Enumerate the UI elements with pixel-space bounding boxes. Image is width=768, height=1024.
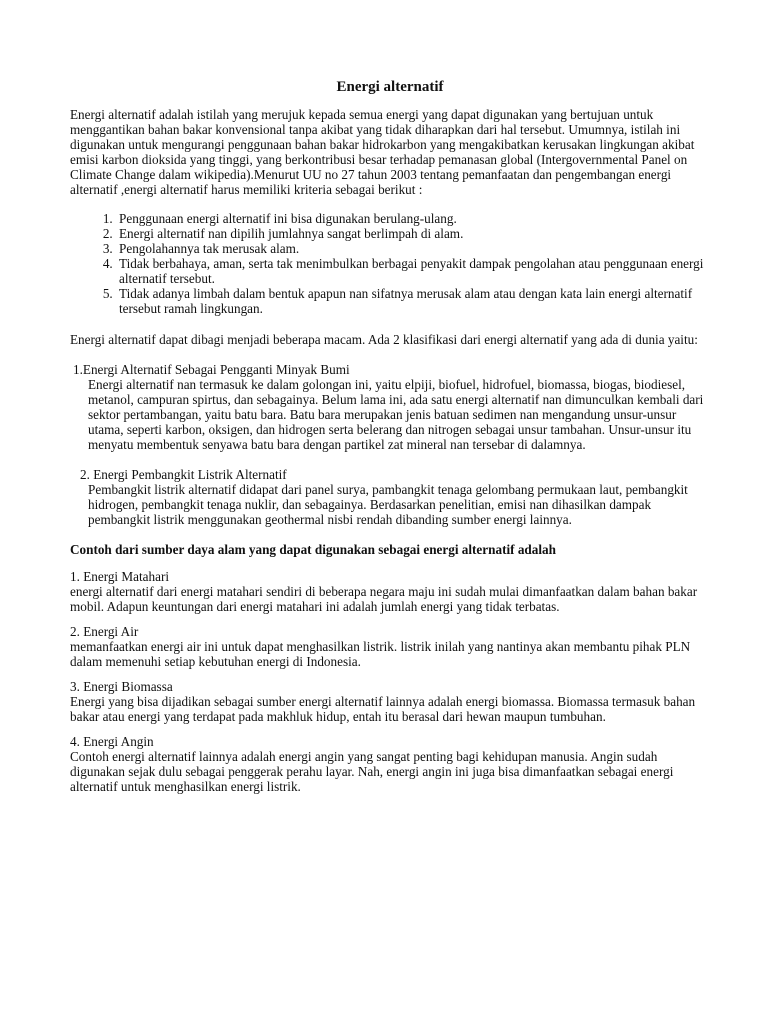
classification-body: Energi alternatif nan termasuk ke dalam golongan ini, yaitu elpiji, biofuel, hidrofuel, biomassa, biogas, biodiesel, metanol, campuran spirtus, dan sebagainya. Belum lama ini, ada satu energi alternatif nan dimunculkan kembali dari sektor pertambangan, yaitu batu bara. Batu bara merupakan jenis batuan sedimen nan mengandung unsur-unsur utama, seperti karbon, oksigen, dan hidrogen serta belerang dan nitrogen sebagai unsur tambahan. Unsur-unsur itu menyatu membentuk senyawa batu bara dengan partikel zat mineral nan tersebar di dalamnya. [88, 377, 704, 452]
classification-section [70, 362, 710, 452]
example-heading: 3. Energi Biomassa [70, 679, 173, 694]
example-heading: 1. Energi Matahari [70, 569, 169, 584]
example-body: Energi yang bisa dijadikan sebagai sumber energi alternatif lainnya adalah energi biomassa. Biomassa termasuk bahan bakar atau energi yang terdapat pada makhluk hidup, entah itu berasal dari hewan maupun tumbuhan. [70, 694, 696, 724]
examples-heading: Contoh dari sumber daya alam yang dapat digunakan sebagai energi alternatif adalah [70, 542, 556, 557]
criteria-list [70, 211, 710, 316]
example-heading: 4. Energi Angin [70, 734, 154, 749]
classification-body: Pembangkit listrik alternatif didapat dari panel surya, pambangkit tenaga gelombang permukaan laut, pembangkit hidrogen, pembangkit tenaga nuklir, dan sebagainya. Berdasarkan penelitian, emisi nan dihasilkan dampak pembangkit listrik menggunakan geothermal nisbi rendah dibanding sumber energi lainnya. [88, 482, 688, 527]
criteria-item: 5. Tidak adanya limbah dalam bentuk apapun nan sifatnya merusak alam atau dengan kata lain energi alternatif tersebut ramah lingkungan. [116, 286, 710, 316]
example-body: energi alternatif dari energi matahari sendiri di beberapa negara maju ini sudah mulai dimanfaatkan dalam bahan bakar mobil. Adapun keuntungan dari energi matahari ini adalah jumlah energi yang tidak terbatas. [70, 584, 698, 614]
example-section [70, 624, 710, 669]
example-heading: 2. Energi Air [70, 624, 139, 639]
criteria-item: 3. Pengolahannya tak merusak alam. [116, 241, 710, 256]
classification-heading: 1.Energi Alternatif Sebagai Pengganti Minyak Bumi [73, 362, 350, 377]
example-section [70, 734, 710, 794]
example-section [70, 569, 710, 614]
criteria-item: 4. Tidak berbahaya, aman, serta tak menimbulkan berbagai penyakit dampak pengolahan atau penggunaan energi alternatif tersebut. [116, 256, 710, 286]
criteria-item: 1. Penggunaan energi alternatif ini bisa digunakan berulang-ulang. [116, 211, 710, 226]
classification-intro: Energi alternatif dapat dibagi menjadi beberapa macam. Ada 2 klasifikasi dari energi alternatif yang ada di dunia yaitu: [70, 332, 698, 347]
example-section [70, 679, 710, 724]
document-title: Energi alternatif [336, 79, 444, 95]
classification-section [70, 467, 710, 527]
classification-heading: 2. Energi Pembangkit Listrik Alternatif [80, 467, 287, 482]
example-body: Contoh energi alternatif lainnya adalah energi angin yang sangat penting bagi kehidupan manusia. Angin sudah digunakan sejak dulu sebagai penggerak perahu layar. Nah, energi angin ini juga bisa dimanfaatkan sebagai energi alternatif untuk menghasilkan energi listrik. [70, 749, 674, 794]
criteria-item: 2. Energi alternatif nan dipilih jumlahnya sangat berlimpah di alam. [116, 226, 710, 241]
intro-paragraph: Energi alternatif adalah istilah yang merujuk kepada semua energi yang dapat digunakan yang bertujuan untuk menggantikan bahan bakar konvensional tanpa akibat yang tidak diharapkan dari hal tersebut. Umumnya, istilah ini digunakan untuk mengurangi penggunaan bahan bakar hidrokarbon yang mengakibatkan kerusakan lingkungan akibat emisi karbon dioksida yang tinggi, yang berkontribusi besar terhadap pemanasan global (Intergovernmental Panel on Climate Change dalam wikipedia).Menurut UU no 27 tahun 2003 tentang pemanfaatan dan pengembangan energi alternatif ,energi alternatif harus memiliki kriteria sebagai berikut : [70, 107, 695, 197]
document-page [70, 78, 710, 804]
example-body: memanfaatkan energi air ini untuk dapat menghasilkan listrik. listrik inilah yang nantinya akan membantu pihak PLN dalam memenuhi setiap kebutuhan energi di Indonesia. [70, 639, 691, 669]
